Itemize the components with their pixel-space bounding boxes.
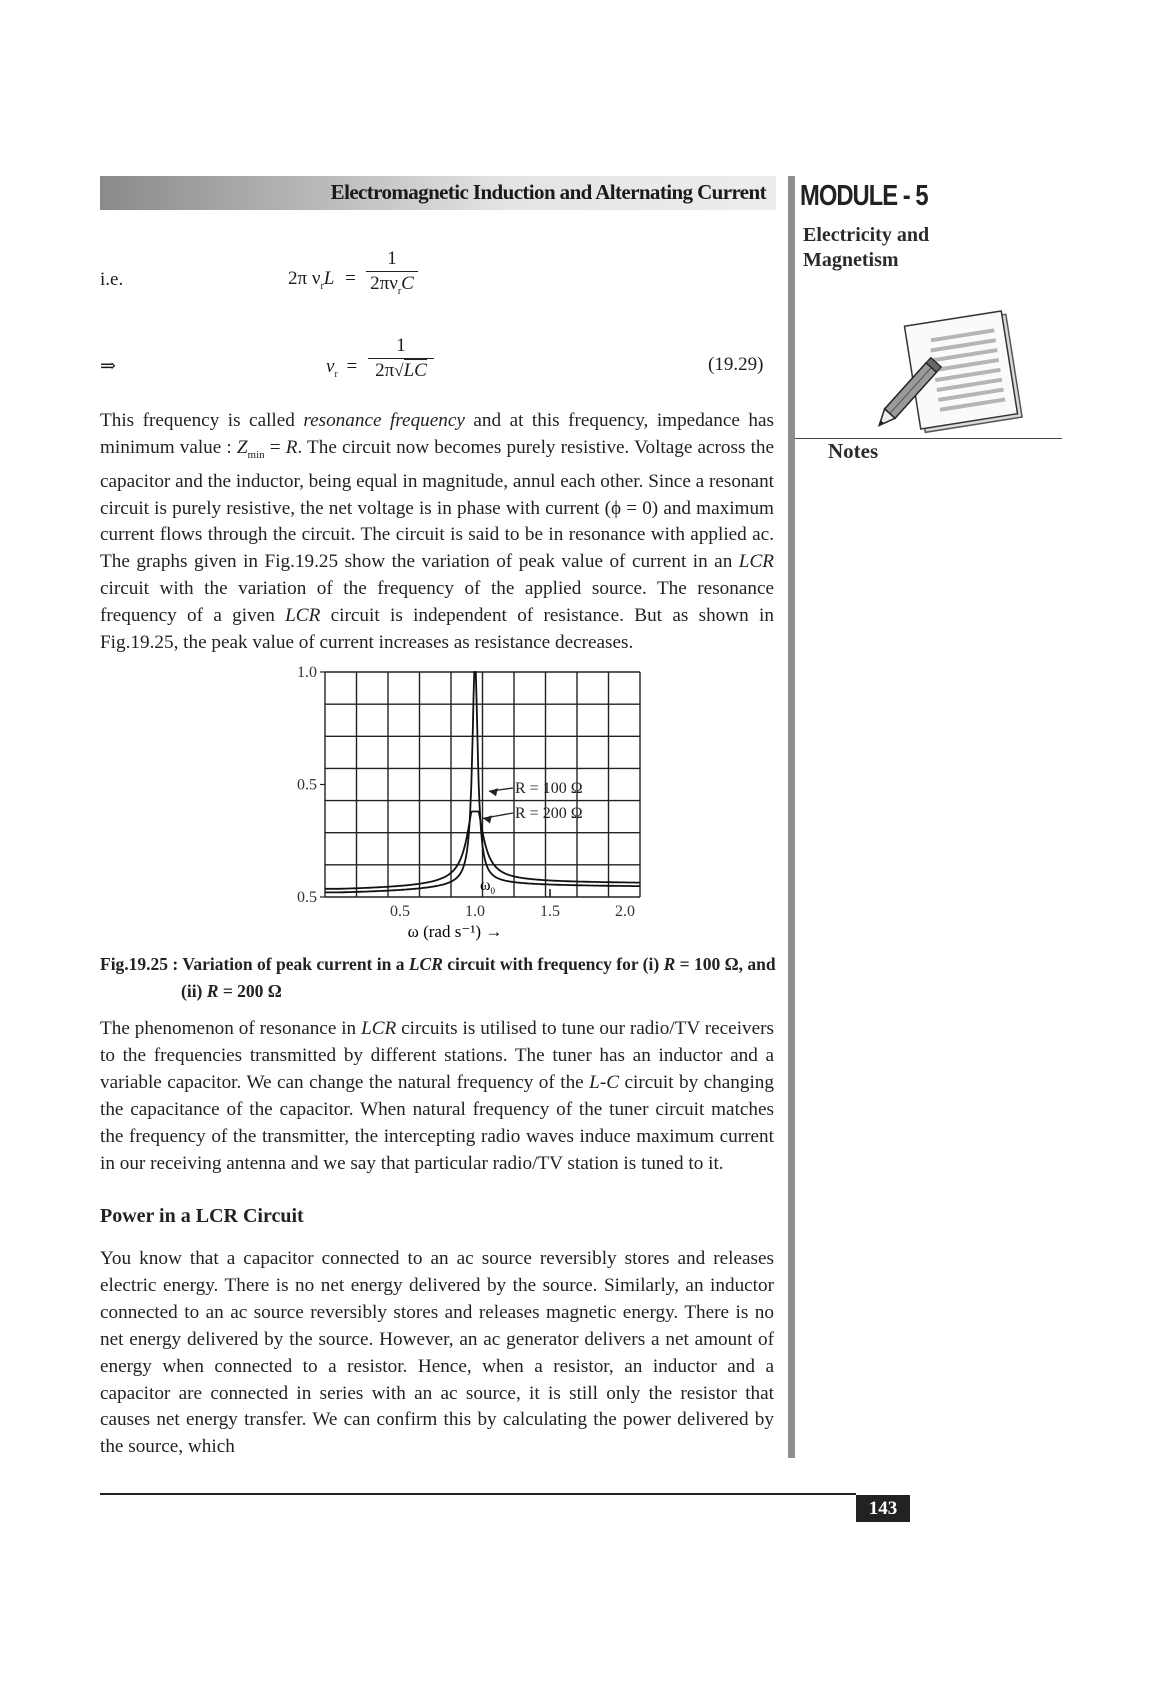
p2-b: LCR (361, 1018, 397, 1039)
y-tick-label: 0.5 (297, 889, 317, 906)
eq1-lhs-end: L (323, 268, 335, 289)
omega0-sub: 0 (490, 886, 496, 896)
omega0-label (480, 877, 496, 896)
p1-h: LCR (738, 551, 774, 573)
footer-rule (100, 1493, 856, 1495)
caption-line1 (100, 951, 776, 978)
cap-e: = 100 Ω, and (675, 954, 776, 974)
p2-d: L-C (589, 1071, 620, 1093)
eq1-lhs-text: 2π ν (288, 268, 321, 289)
module-subtitle (803, 223, 929, 273)
cap-g: R (206, 981, 219, 1001)
x-tick-label: 0.5 (390, 903, 410, 920)
p2-a: The phenomenon of resonance in (100, 1018, 362, 1039)
p1-d-sub: min (247, 448, 265, 461)
y-tick-label: 1.0 (297, 664, 317, 681)
p1-e: = (264, 436, 286, 458)
omega0-symbol: ω (480, 877, 491, 894)
sidebar-divider (788, 176, 795, 1458)
p1-j: LCR (285, 605, 321, 627)
eq2-denominator (375, 360, 427, 381)
eq1-lhs-sub: r (320, 280, 324, 292)
chart-grid (325, 672, 640, 897)
cap-d: R (663, 954, 676, 974)
notes-label: Notes (828, 439, 879, 463)
p1-c: and at this frequency, impedance has minimum value : (100, 410, 774, 458)
figure-caption (100, 951, 776, 1005)
x-tick-label: 1.5 (540, 903, 560, 920)
eq2-equals: = (346, 356, 358, 377)
eq1-denominator (370, 273, 414, 297)
series-label: R = 100 Ω (515, 780, 583, 797)
p1-k: circuit is independent of resistance. But as shown in Fig.19.25, the peak value of current increases as resistance decreases. (100, 605, 774, 654)
paragraph-tuning (100, 1016, 774, 1177)
cap-a: Fig.19.25 : Variation of peak current in a (100, 954, 409, 974)
caption-line2 (100, 978, 776, 1005)
equation-number: (19.29) (708, 354, 764, 375)
running-header-title: Electromagnetic Induction and Alternating Current (330, 180, 766, 204)
eq1-equals: = (345, 268, 356, 289)
page-number: 143 (856, 1495, 910, 1522)
p1-g: . The circuit now becomes purely resistive. Voltage across the capacitor and the inductor, being equal in magnitude, annul each other. Since a resonant circuit is purely resistive, the net voltage is in phase with current (ϕ = 0) and maximum current flows through the circuit. The circuit is said to be in resonance with applied ac. The graphs given in Fig.19.25 show the variation of peak value of current in an (100, 436, 775, 573)
series-label-arrowhead (483, 815, 492, 823)
x-axis-label: ω (rad s⁻¹) → (407, 922, 503, 941)
p1-d: Z (236, 436, 248, 458)
paragraph-resonance (100, 408, 774, 657)
p1-f: R (285, 436, 298, 458)
p1-i: circuit with the variation of the frequency of the applied source. The resonance frequency of a given (100, 578, 774, 627)
p2-c: circuits is utilised to tune our radio/TV receivers to the frequencies transmitted by different stations. The tuner has an inductor and a variable capacitor. We can change the natural frequency of the (100, 1018, 774, 1093)
series-label-arrowhead (489, 788, 498, 796)
equation-1-lhs (288, 268, 356, 292)
cap-f: (ii) (181, 981, 207, 1001)
p1-b: resonance frequency (303, 410, 465, 431)
equation-1-fraction (366, 248, 418, 297)
radical-sign: √ (394, 361, 404, 380)
cap-c: circuit with frequency for (i) (442, 954, 664, 974)
eq2-numerator: 1 (396, 335, 406, 356)
eq2-lhs-text: ν (326, 356, 335, 377)
ie-label: i.e. (100, 269, 124, 290)
eq2-den-pre: 2π (375, 360, 395, 381)
eq1-numerator: 1 (387, 248, 397, 269)
equation-2-fraction (368, 335, 434, 382)
equation-2-lhs (326, 356, 357, 380)
implies-symbol: ⇒ (100, 356, 116, 377)
running-header (100, 176, 776, 210)
p1-a: This frequency is called (100, 410, 304, 431)
module-title: MODULE - 5 (800, 180, 928, 212)
module-subtitle-line1: Electricity and (803, 224, 930, 246)
paragraph-power: You know that a capacitor connected to an ac source reversibly stores and releases electric energy. There is no net energy delivered by the source. Similarly, an inductor connected to an ac source reversibly stores and releases magnetic energy. There is no net energy delivered by the source. However, an ac generator delivers a net amount of energy when connected to a resistor. Hence, when a resistor, an inductor and a capacitor are connected in series with an ac source, it is still only the resistor that causes net energy transfer. We can confirm this by calculating the power delivered by the source, which (100, 1248, 774, 1458)
module-subtitle-line2: Magnetism (803, 249, 899, 271)
eq1-fraction-bar (366, 271, 418, 272)
cap-b: LCR (408, 954, 443, 974)
p2-e: circuit by changing the capacitance of the capacitor. When natural frequency of the tuner circuit matches the frequency of the transmitter, the intercepting radio waves induce maximum current in our receiving antenna and we say that particular radio/TV station is tuned to it. (100, 1071, 774, 1174)
eq1-den-end: C (401, 273, 414, 294)
eq1-den-text: 2πν (370, 273, 398, 294)
resonance-chart (250, 650, 670, 950)
notepad-pencil-icon (876, 306, 1036, 434)
eq2-lhs-sub: r (334, 368, 338, 380)
cap-h: = 200 Ω (218, 981, 282, 1001)
section-heading: Power in a LCR Circuit (100, 1205, 304, 1227)
eq1-den-sub: r (397, 285, 402, 297)
x-tick-label: 1.0 (465, 903, 485, 920)
eq2-den-radicand: LC (403, 360, 427, 381)
series-label: R = 200 Ω (515, 805, 583, 822)
y-tick-label: 0.5 (297, 776, 317, 794)
x-tick-label: 2.0 (615, 903, 635, 920)
